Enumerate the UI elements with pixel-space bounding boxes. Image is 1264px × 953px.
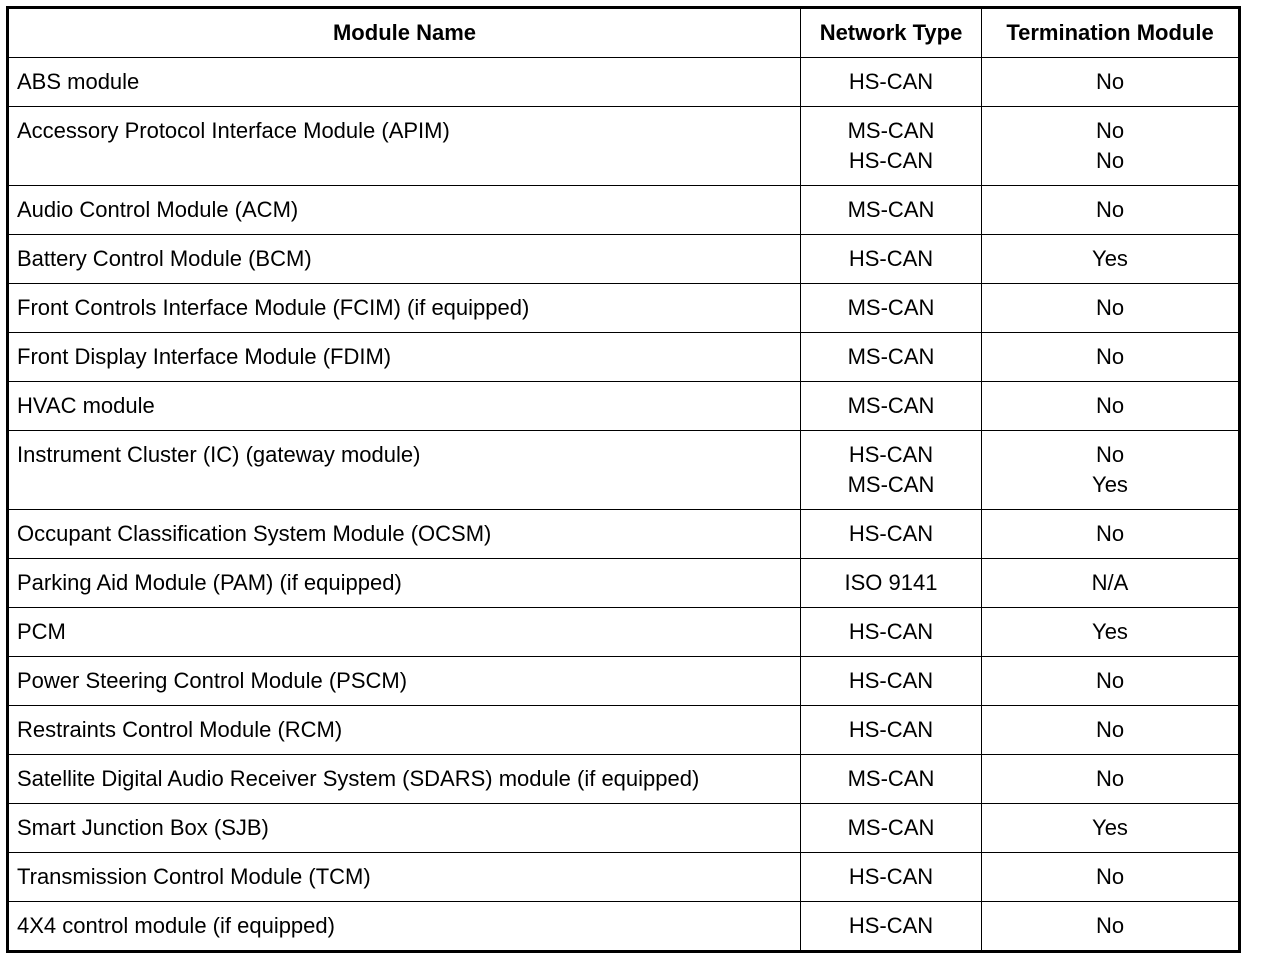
table-row bbox=[8, 431, 1240, 510]
termination-module-cell bbox=[982, 755, 1240, 804]
termination-module-cell bbox=[982, 186, 1240, 235]
table-row bbox=[8, 657, 1240, 706]
header-termination-module: Termination Module bbox=[982, 8, 1240, 58]
termination-module-cell bbox=[982, 58, 1240, 107]
termination-module-cell bbox=[982, 559, 1240, 608]
network-type-value: HS-CAN bbox=[848, 668, 934, 693]
network-type-value: MS-CAN bbox=[847, 766, 935, 791]
network-type-value: MS-CAN bbox=[847, 344, 935, 369]
network-type-value: HS-CAN bbox=[848, 619, 934, 644]
termination-module-value: No bbox=[1095, 913, 1125, 938]
network-type-value: HS-CAN bbox=[848, 864, 934, 889]
termination-module-value: No bbox=[1095, 69, 1125, 94]
module-name-cell: HVAC module bbox=[8, 382, 801, 431]
table-body bbox=[8, 58, 1240, 952]
table-row bbox=[8, 107, 1240, 186]
network-type-cell bbox=[801, 608, 982, 657]
network-type-cell bbox=[801, 333, 982, 382]
module-name-cell: Battery Control Module (BCM) bbox=[8, 235, 801, 284]
module-name-cell: PCM bbox=[8, 608, 801, 657]
network-type-value: MS-CAN bbox=[847, 393, 935, 418]
module-name-cell: Parking Aid Module (PAM) (if equipped) bbox=[8, 559, 801, 608]
termination-module-value: No bbox=[1095, 717, 1125, 742]
termination-module-value: Yes bbox=[1092, 472, 1128, 497]
table-row bbox=[8, 510, 1240, 559]
network-type-cell bbox=[801, 902, 982, 952]
termination-module-value: No bbox=[1095, 295, 1125, 320]
termination-module-cell bbox=[982, 431, 1240, 510]
network-type-cell bbox=[801, 657, 982, 706]
network-type-cell bbox=[801, 559, 982, 608]
network-type-cell bbox=[801, 706, 982, 755]
network-type-cell bbox=[801, 804, 982, 853]
table-row bbox=[8, 853, 1240, 902]
header-network-type: Network Type bbox=[801, 8, 982, 58]
table-row bbox=[8, 235, 1240, 284]
module-name-cell: Restraints Control Module (RCM) bbox=[8, 706, 801, 755]
module-name-cell: Instrument Cluster (IC) (gateway module) bbox=[8, 431, 801, 510]
termination-module-cell bbox=[982, 853, 1240, 902]
termination-module-cell bbox=[982, 902, 1240, 952]
table-header-row bbox=[8, 8, 1240, 58]
termination-module-value: No bbox=[1095, 118, 1125, 143]
table-row bbox=[8, 284, 1240, 333]
termination-module-cell bbox=[982, 333, 1240, 382]
termination-module-value: No bbox=[1095, 197, 1125, 222]
table-row bbox=[8, 559, 1240, 608]
network-type-cell bbox=[801, 755, 982, 804]
table-row bbox=[8, 755, 1240, 804]
table-row bbox=[8, 186, 1240, 235]
network-type-cell bbox=[801, 431, 982, 510]
termination-module-value: No bbox=[1095, 442, 1125, 467]
network-type-cell bbox=[801, 853, 982, 902]
termination-module-value: Yes bbox=[1092, 815, 1128, 840]
table-row bbox=[8, 382, 1240, 431]
network-type-value: ISO 9141 bbox=[844, 570, 938, 595]
network-type-value: HS-CAN bbox=[848, 442, 934, 467]
network-type-value: HS-CAN bbox=[848, 69, 934, 94]
network-type-value: HS-CAN bbox=[848, 521, 934, 546]
table-row bbox=[8, 706, 1240, 755]
network-type-value: HS-CAN bbox=[848, 148, 934, 173]
termination-module-cell bbox=[982, 235, 1240, 284]
network-type-cell bbox=[801, 284, 982, 333]
module-name-cell: Transmission Control Module (TCM) bbox=[8, 853, 801, 902]
module-name-cell: Satellite Digital Audio Receiver System (SDARS) module (if equipped) bbox=[8, 755, 801, 804]
termination-module-value: No bbox=[1095, 766, 1125, 791]
network-type-value: HS-CAN bbox=[848, 246, 934, 271]
network-type-value: HS-CAN bbox=[848, 913, 934, 938]
network-type-cell bbox=[801, 235, 982, 284]
termination-module-value: N/A bbox=[1091, 570, 1129, 595]
table-row bbox=[8, 608, 1240, 657]
termination-module-cell bbox=[982, 804, 1240, 853]
module-name-cell: Front Display Interface Module (FDIM) bbox=[8, 333, 801, 382]
termination-module-value: Yes bbox=[1092, 619, 1128, 644]
table-row bbox=[8, 902, 1240, 952]
termination-module-value: No bbox=[1095, 393, 1125, 418]
network-type-cell bbox=[801, 107, 982, 186]
network-type-value: MS-CAN bbox=[847, 815, 935, 840]
table-row bbox=[8, 804, 1240, 853]
termination-module-cell bbox=[982, 107, 1240, 186]
network-type-value: MS-CAN bbox=[847, 472, 935, 497]
termination-module-cell bbox=[982, 657, 1240, 706]
network-type-cell bbox=[801, 58, 982, 107]
network-type-value: MS-CAN bbox=[847, 197, 935, 222]
module-name-cell: Accessory Protocol Interface Module (APIM) bbox=[8, 107, 801, 186]
network-type-value: MS-CAN bbox=[847, 118, 935, 143]
module-name-cell: Power Steering Control Module (PSCM) bbox=[8, 657, 801, 706]
termination-module-cell bbox=[982, 382, 1240, 431]
table-row bbox=[8, 58, 1240, 107]
network-type-cell bbox=[801, 382, 982, 431]
termination-module-value: No bbox=[1095, 864, 1125, 889]
network-type-cell bbox=[801, 510, 982, 559]
module-name-cell: Audio Control Module (ACM) bbox=[8, 186, 801, 235]
module-network-table bbox=[6, 6, 1241, 953]
termination-module-cell bbox=[982, 510, 1240, 559]
termination-module-value: No bbox=[1095, 148, 1125, 173]
module-name-cell: Occupant Classification System Module (OCSM) bbox=[8, 510, 801, 559]
module-name-cell: 4X4 control module (if equipped) bbox=[8, 902, 801, 952]
module-name-cell: ABS module bbox=[8, 58, 801, 107]
termination-module-value: No bbox=[1095, 521, 1125, 546]
table-row bbox=[8, 333, 1240, 382]
termination-module-cell bbox=[982, 284, 1240, 333]
network-type-value: HS-CAN bbox=[848, 717, 934, 742]
module-name-cell: Smart Junction Box (SJB) bbox=[8, 804, 801, 853]
termination-module-cell bbox=[982, 706, 1240, 755]
header-module-name: Module Name bbox=[8, 8, 801, 58]
module-name-cell: Front Controls Interface Module (FCIM) (if equipped) bbox=[8, 284, 801, 333]
termination-module-value: Yes bbox=[1092, 246, 1128, 271]
termination-module-cell bbox=[982, 608, 1240, 657]
termination-module-value: No bbox=[1095, 344, 1125, 369]
network-type-value: MS-CAN bbox=[847, 295, 935, 320]
network-type-cell bbox=[801, 186, 982, 235]
termination-module-value: No bbox=[1095, 668, 1125, 693]
